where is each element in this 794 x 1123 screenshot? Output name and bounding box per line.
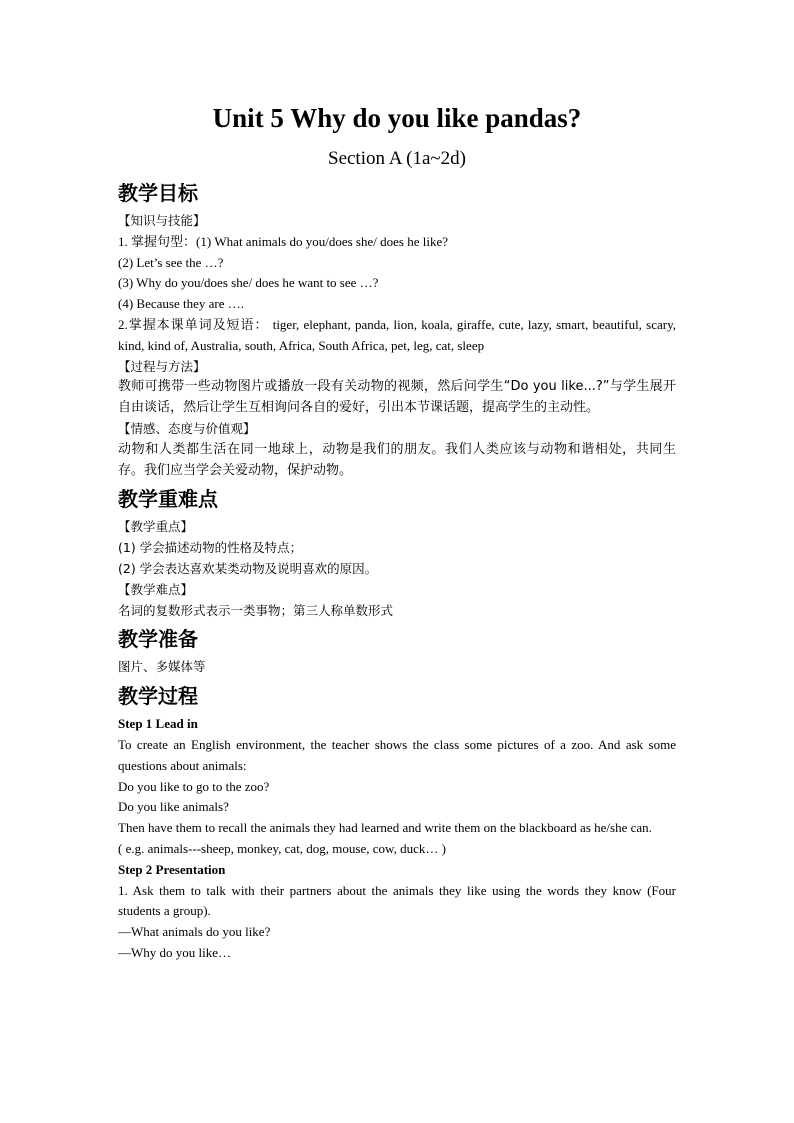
difficulty-text: 名词的复数形式表示一类事物；第三人称单数形式 [118,602,394,618]
emotion-text: 动物和人类都生活在同一地球上，动物是我们的朋友。我们人类应该与动物和谐相处，共同生存。我们应当学会关爱动物，保护动物。 [118,441,676,478]
example-animals: ( e.g. animals---sheep, monkey, cat, dog, mouse, cow, duck… ) [118,840,446,856]
goal-item-4: (4) Because they are …. [118,296,244,312]
section-heading-process: 教学过程 [118,684,198,709]
step-1-paragraph-2: Then have them to recall the animals they had learned and write them on the blackboard as he/she can. [118,820,652,836]
section-heading-key-points: 教学重难点 [118,487,218,512]
question-1: Do you like to go to the zoo? [118,778,270,794]
question-2: Do you like animals? [118,799,229,815]
emotion-label: 【情感、态度与价值观】 [118,420,256,436]
dialogue-line-2: —Why do you like… [118,944,232,960]
process-method-label: 【过程与方法】 [118,358,206,374]
step-1-paragraph-1: To create an English environment, the teacher shows the class some pictures of a zoo. And ask some questions about animals: [118,736,676,773]
goal-item-1: 1. 掌握句型：(1) What animals do you/does she/ does he like? [118,233,448,249]
focus-label: 【教学重点】 [118,519,194,535]
vocabulary-list: 2.掌握本课单词及短语： tiger, elephant, panda, lion, koala, giraffe, cute, lazy, smart, beautiful, scary, kind, kind of, Australia, south, Africa, South Africa, pet, leg, cat, sleep [118,316,676,353]
goal-item-3: (3) Why do you/does she/ does he want to see …? [118,275,379,291]
knowledge-label: 【知识与技能】 [118,213,206,228]
process-method-text: 教师可携带一些动物图片或播放一段有关动物的视频，然后问学生“Do you like...?”与学生展开自由谈话，然后让学生互相询问各自的爱好，引出本节课话题，提高学生的主动性。 [118,379,676,416]
focus-item-1: (1) 学会描述动物的性格及特点； [118,540,303,556]
step-1-title: Step 1 Lead in [118,716,198,732]
preparation-text: 图片、多媒体等 [118,659,206,675]
document-title: Unit 5 Why do you like pandas? [212,103,582,133]
document-subtitle: Section A (1a~2d) [328,148,466,169]
step-2-title: Step 2 Presentation [118,861,226,877]
step-2-paragraph-1: 1. Ask them to talk with their partners about the animals they like using the words they know (Four students a group). [118,882,676,919]
dialogue-line-1: —What animals do you like? [118,924,271,940]
focus-item-2: (2) 学会表达喜欢某类动物及说明喜欢的原因。 [118,560,378,576]
goal-item-2: (2) Let’s see the …? [118,254,224,270]
difficulty-label: 【教学难点】 [118,581,194,597]
section-heading-preparation: 教学准备 [118,627,198,652]
section-heading-goals: 教学目标 [118,181,198,205]
